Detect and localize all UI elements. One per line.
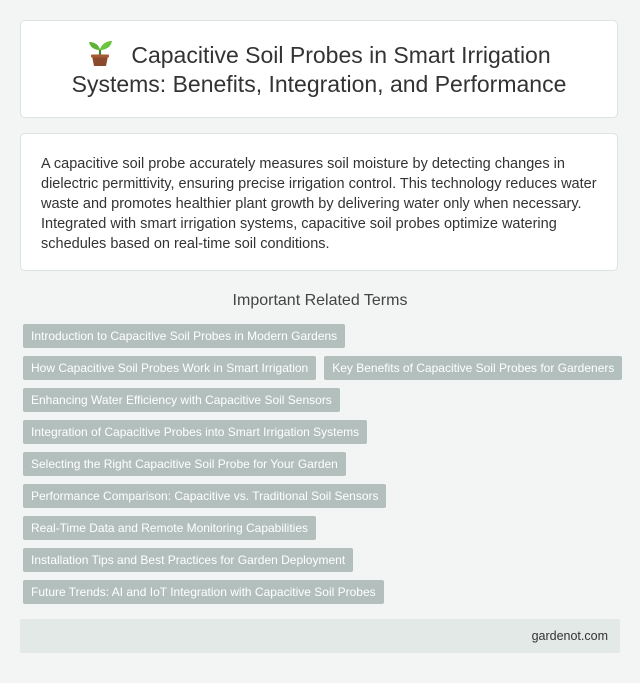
footer-bar (20, 619, 620, 653)
page-title (51, 39, 587, 99)
related-term-tag[interactable]: Key Benefits of Capacitive Soil Probes for Gardeners (324, 356, 622, 380)
related-terms-list (23, 324, 623, 604)
related-term-tag[interactable]: Enhancing Water Efficiency with Capacitive Soil Sensors (23, 388, 340, 412)
summary-text: A capacitive soil probe accurately measures soil moisture by detecting changes in dielectric permittivity, ensuring precise irrigation control. This technology reduces water waste and promotes healthier plant growth by delivering water only when necessary. Integrated with smart irrigation systems, capacitive soil probes optimize watering schedules based on real-time soil conditions. (41, 156, 597, 252)
footer-site-link[interactable]: gardenot.com (531, 629, 608, 643)
related-term-tag[interactable]: How Capacitive Soil Probes Work in Smart Irrigation (23, 356, 316, 380)
related-term-tag[interactable]: Real-Time Data and Remote Monitoring Capabilities (23, 516, 316, 540)
related-term-tag[interactable]: Performance Comparison: Capacitive vs. Traditional Soil Sensors (23, 484, 386, 508)
related-term-tag[interactable]: Introduction to Capacitive Soil Probes in Modern Gardens (23, 324, 345, 348)
title-card (20, 20, 618, 118)
related-terms-heading: Important Related Terms (232, 292, 408, 309)
seedling-icon (87, 39, 113, 67)
related-term-tag[interactable]: Selecting the Right Capacitive Soil Probe for Your Garden (23, 452, 346, 476)
related-term-tag[interactable]: Future Trends: AI and IoT Integration with Capacitive Soil Probes (23, 580, 384, 604)
summary-card (20, 133, 618, 271)
page-title-text: Capacitive Soil Probes in Smart Irrigation Systems: Benefits, Integration, and Performance (71, 42, 567, 97)
related-term-tag[interactable]: Integration of Capacitive Probes into Smart Irrigation Systems (23, 420, 367, 444)
related-term-tag[interactable]: Installation Tips and Best Practices for Garden Deployment (23, 548, 353, 572)
